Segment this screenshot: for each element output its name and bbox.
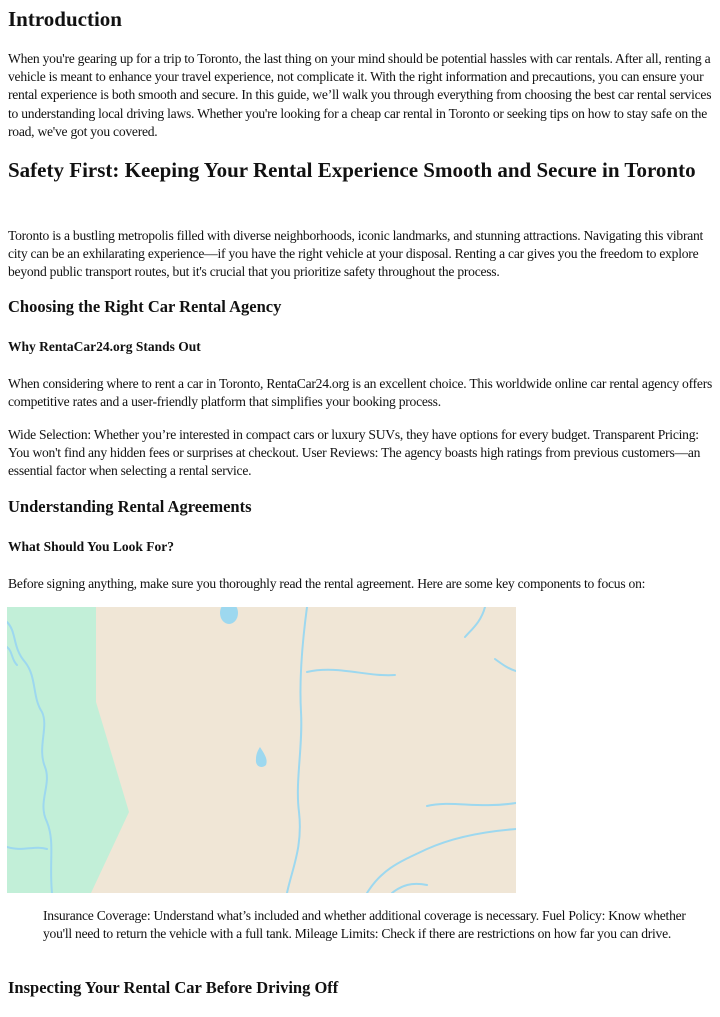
paragraph-features: Wide Selection: Whether you’re interested in compact cars or luxury SUVs, they have options for every budget. Transparent Pricing: You won't find any hidden fees or surprises at checkout. User Reviews: The agency boasts high ratings from previous customers—an essential factor when selecting a rental service. xyxy=(8,427,701,479)
paragraph-intro: When you're gearing up for a trip to Toronto, the last thing on your mind should be potential hassles with car rentals. After all, renting a vehicle is meant to enhance your travel experience, not complicate it. With the right information and precautions, you can ensure your rental experience is both smooth and secure. In this guide, we’ll walk you through everything from choosing the best car rental services to understanding local driving laws. Whether you're looking for a cheap car rental in Toronto or seeking tips on how to stay safe on the road, we've got you covered. xyxy=(8,51,712,139)
heading-why-stands-out: Why RentaCar24.org Stands Out xyxy=(8,339,201,354)
heading-choosing-agency: Choosing the Right Car Rental Agency xyxy=(8,297,282,316)
heading-inspecting-car: Inspecting Your Rental Car Before Driving Off xyxy=(8,978,339,997)
paragraph-rentacar: When considering where to rent a car in Toronto, RentaCar24.org is an excellent choice. This worldwide online car rental agency offers competitive rates and a user-friendly platform that simplifies your booking process. xyxy=(8,376,713,410)
heading-understanding-agreements: Understanding Rental Agreements xyxy=(8,497,252,516)
map-graphic xyxy=(7,607,516,893)
heading-what-look-for: What Should You Look For? xyxy=(8,539,175,554)
paragraph-before-signing: Before signing anything, make sure you thoroughly read the rental agreement. Here are some key components to focus on: xyxy=(8,576,646,591)
heading-introduction: Introduction xyxy=(8,7,122,31)
paragraph-toronto: Toronto is a bustling metropolis filled with diverse neighborhoods, iconic landmarks, and stunning attractions. Navigating this vibrant city can be an exhilarating experience—if you have the right vehicle at your disposal. Renting a car gives you the freedom to explore beyond public transport routes, but it's crucial that you prioritize safety throughout the process. xyxy=(8,228,704,280)
paragraph-components: Insurance Coverage: Understand what’s included and whether additional coverage is necessary. Fuel Policy: Know whether you'll need to return the vehicle with a full tank. Mileage Limits: Check if there are restrictions on how far you can drive. xyxy=(43,908,686,942)
heading-safety-first: Safety First: Keeping Your Rental Experience Smooth and Secure in Toronto xyxy=(8,158,696,182)
map-image xyxy=(7,607,516,893)
